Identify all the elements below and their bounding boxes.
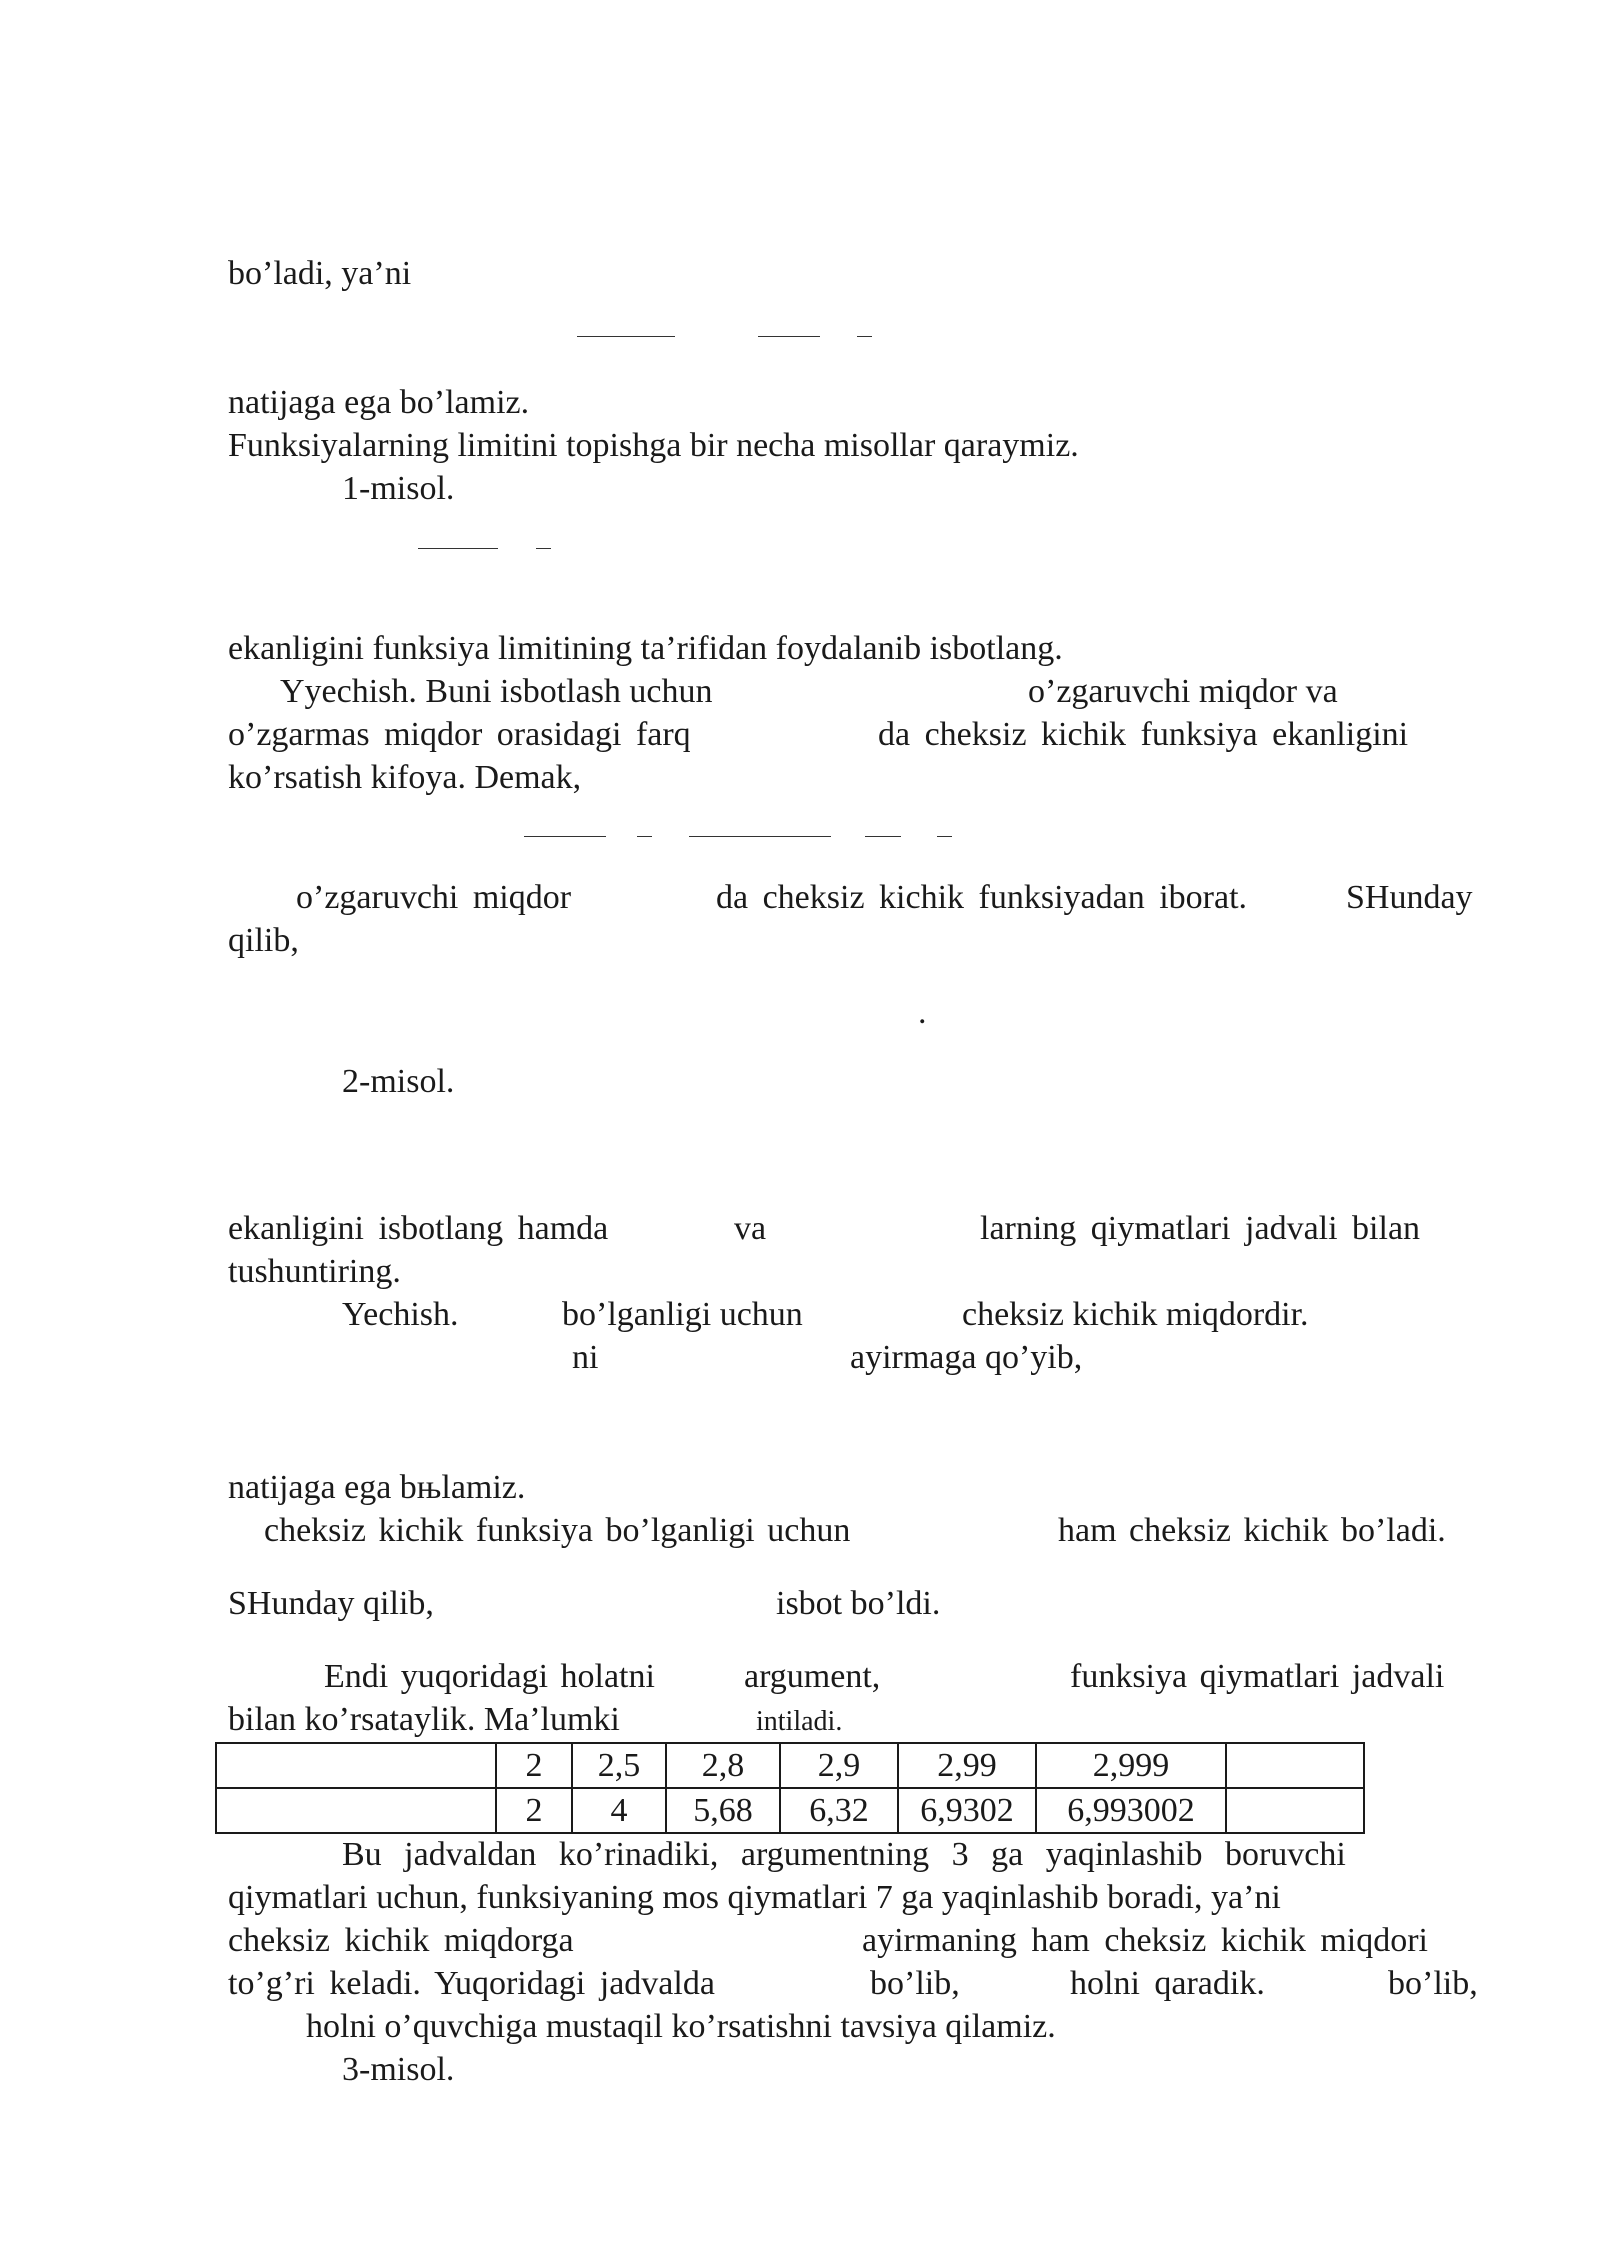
table-cell: 6,9302 <box>898 1788 1036 1833</box>
text-line: da cheksiz kichik funksiyadan iborat. <box>716 879 1248 916</box>
table-cell <box>1226 1743 1364 1788</box>
fraction-bar <box>689 836 831 837</box>
text-line: qiymatlari uchun, funksiyaning mos qiymatlari 7 ga yaqinlashib boradi, ya’ni <box>228 1879 1281 1916</box>
text-line: ko’rsatish kifoya. Demak, <box>228 759 582 796</box>
overline <box>637 836 652 837</box>
text-line: bo’lib, <box>870 1965 960 2002</box>
text-line: SHunday qilib, <box>228 1585 434 1622</box>
values-table <box>215 1742 1365 1834</box>
text-line: ekanligini funksiya limitining ta’rifidan foydalanib isbotlang. <box>228 630 1063 667</box>
text-line: tushuntiring. <box>228 1253 401 1290</box>
text-line: va <box>734 1210 767 1247</box>
text-line: Yechish. <box>342 1296 459 1333</box>
text-line: holni qaradik. <box>1070 1965 1265 2002</box>
example-heading: 2-misol. <box>342 1063 455 1100</box>
formula-period: . <box>918 994 927 1031</box>
text-line: cheksiz kichik funksiya bo’lganligi uchun <box>264 1512 851 1549</box>
text-line: funksiya qiymatlari jadvali <box>1070 1658 1445 1695</box>
text-line: holni o’quvchiga mustaqil ko’rsatishni tavsiya qilamiz. <box>306 2008 1056 2045</box>
overline <box>937 836 952 837</box>
table-cell: 6,32 <box>780 1788 898 1833</box>
table-cell: 4 <box>572 1788 666 1833</box>
text-line: natijaga ega bo’lamiz. <box>228 384 530 421</box>
text-line: bo’lib, <box>1388 1965 1478 2002</box>
text-line: bo’lganligi uchun <box>562 1296 803 1333</box>
text-line: Bu jadvaldan ko’rinadiki, argumentning 3 ga yaqinlashib boruvchi <box>342 1836 1346 1873</box>
table-cell: 5,68 <box>666 1788 780 1833</box>
table-cell: 2 <box>496 1743 572 1788</box>
text-line: ayirmaning ham cheksiz kichik miqdori <box>862 1922 1428 1959</box>
text-line: ekanligini isbotlang hamda <box>228 1210 609 1247</box>
text-line: o’zgaruvchi miqdor <box>296 879 572 916</box>
table-cell: 2,5 <box>572 1743 666 1788</box>
table-cell: 2,9 <box>780 1743 898 1788</box>
text-line: natijaga ega bњlamiz. <box>228 1469 526 1506</box>
table-row <box>216 1743 1364 1788</box>
text-line: o’zgarmas miqdor orasidagi farq <box>228 716 691 753</box>
text-line: ham cheksiz kichik bo’ladi. <box>1058 1512 1446 1549</box>
fraction-bar <box>865 836 901 837</box>
text-line: bo’ladi, ya’ni <box>228 255 412 292</box>
table-cell: 2,999 <box>1036 1743 1226 1788</box>
fraction-bar <box>758 336 820 337</box>
example-heading: 3-misol. <box>342 2051 455 2088</box>
text-line: ayirmaga qo’yib, <box>850 1339 1083 1376</box>
text-line: argument, <box>744 1658 881 1695</box>
table-cell: 2,99 <box>898 1743 1036 1788</box>
text-line: qilib, <box>228 922 299 959</box>
example-heading: 1-misol. <box>342 470 455 507</box>
text-line: isbot bo’ldi. <box>776 1585 941 1622</box>
text-line: Funksiyalarning limitini topishga bir necha misollar qaraymiz. <box>228 427 1079 464</box>
table-cell: 2,8 <box>666 1743 780 1788</box>
table-cell <box>216 1743 496 1788</box>
fraction-bar <box>418 548 498 549</box>
overline <box>857 336 872 337</box>
text-line: cheksiz kichik miqdorga <box>228 1922 574 1959</box>
text-line: larning qiymatlari jadvali bilan <box>980 1210 1421 1247</box>
text-line: SHunday <box>1346 879 1473 916</box>
text-line: ni <box>572 1339 599 1376</box>
text-line: da cheksiz kichik funksiya ekanligini <box>878 716 1409 753</box>
text-line: cheksiz kichik miqdordir. <box>962 1296 1309 1333</box>
table-cell: 6,993002 <box>1036 1788 1226 1833</box>
fraction-bar <box>577 336 675 337</box>
text-line: Endi yuqoridagi holatni <box>324 1658 655 1695</box>
text-line: Yyechish. Buni isbotlash uchun <box>280 673 713 710</box>
overline <box>536 548 551 549</box>
fraction-bar <box>524 836 606 837</box>
table-cell: 2 <box>496 1788 572 1833</box>
table-cell <box>1226 1788 1364 1833</box>
text-line: intiladi. <box>756 1706 843 1737</box>
table-cell <box>216 1788 496 1833</box>
table-row <box>216 1788 1364 1833</box>
text-line: bilan ko’rsataylik. Ma’lumki <box>228 1701 620 1738</box>
text-line: to’g’ri keladi. Yuqoridagi jadvalda <box>228 1965 715 2002</box>
text-line: o’zgaruvchi miqdor va <box>1028 673 1338 710</box>
